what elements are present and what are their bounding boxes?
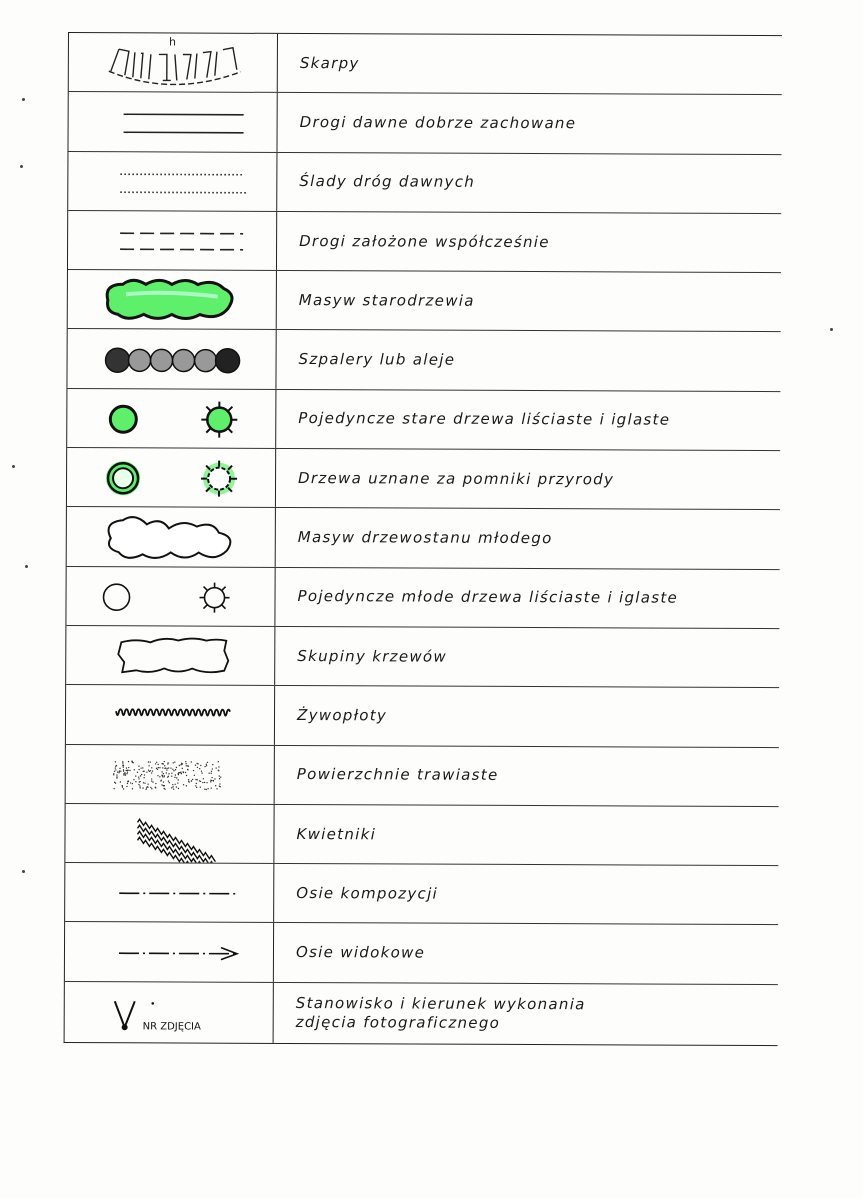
legend-label: Masyw drzewostanu młodego <box>297 528 553 548</box>
green-tree-mass-icon <box>68 270 277 329</box>
scan-speck <box>12 465 15 468</box>
legend-table <box>64 32 782 1046</box>
scan-speck <box>830 328 833 331</box>
dash-dot-line-icon <box>65 863 274 922</box>
photo-viewpoint-icon <box>65 982 274 1043</box>
scan-speck <box>25 565 28 568</box>
legend-label: Drogi dawne dobrze zachowane <box>299 112 577 133</box>
shrub-group-icon <box>66 626 275 685</box>
hedge-wave-icon <box>66 685 275 744</box>
scan-speck <box>20 165 23 168</box>
legend-row <box>68 152 781 214</box>
legend-label: Osie widokowe <box>295 943 426 962</box>
legend-label: Żywopłoty <box>296 705 388 725</box>
scan-speck <box>22 870 25 873</box>
legend-label: Pojedyncze młode drzewa liściaste i iglaste <box>297 587 679 607</box>
legend-row <box>67 448 780 510</box>
legend-row <box>66 626 779 688</box>
young-single-trees-icon <box>66 567 275 626</box>
legend-row <box>66 567 779 629</box>
photo-number-label: NR ZDJĘCIA <box>142 1021 201 1033</box>
legend-label: Drzewa uznane za pomniki przyrody <box>298 468 615 489</box>
flowerbed-pattern-icon <box>65 804 274 863</box>
skarpy-icon <box>69 33 278 92</box>
dash-dot-arrow-icon <box>65 922 274 981</box>
legend-row <box>67 507 780 569</box>
legend-label: Powierzchnie trawiaste <box>296 765 499 785</box>
legend-row <box>68 211 781 273</box>
green-single-trees-icon <box>67 389 276 448</box>
legend-label: Szpalery lub aleje <box>298 350 456 369</box>
legend-row <box>67 329 780 391</box>
monument-trees-icon <box>67 448 276 507</box>
tree-row-chain-icon <box>67 329 276 388</box>
double-solid-line-icon <box>68 92 277 151</box>
legend-row <box>66 685 779 747</box>
legend-row <box>65 863 778 925</box>
grass-dots-icon <box>66 745 275 804</box>
young-tree-mass-icon <box>67 507 276 566</box>
legend-label-line2: zdjęcia fotograficznego <box>295 1012 501 1032</box>
legend-row <box>69 33 782 95</box>
legend-row <box>65 922 778 984</box>
legend-row <box>65 804 778 866</box>
legend-label: Ślady dróg dawnych <box>299 172 476 192</box>
legend-label: Osie kompozycji <box>296 883 439 903</box>
legend-label: Pojedyncze stare drzewa liściaste i iglaste <box>298 409 671 430</box>
legend-label: Masyw starodrzewia <box>298 290 475 310</box>
legend-row <box>67 389 780 451</box>
double-dotted-line-icon <box>68 152 277 211</box>
legend-label: Kwietniki <box>296 824 377 843</box>
double-dashed-line-icon <box>68 211 277 270</box>
legend-label: Drogi założone współcześnie <box>299 231 550 251</box>
skarpy-height-label: h <box>168 35 176 49</box>
legend-row <box>66 745 779 807</box>
scan-speck <box>22 98 25 101</box>
legend-row <box>68 92 781 154</box>
legend-row <box>68 270 781 332</box>
legend-label: Skarpy <box>299 53 360 72</box>
legend-row <box>65 982 778 1045</box>
legend-label: Skupiny krzewów <box>297 646 448 666</box>
legend-label: Stanowisko i kierunek wykonania <box>295 993 586 1014</box>
